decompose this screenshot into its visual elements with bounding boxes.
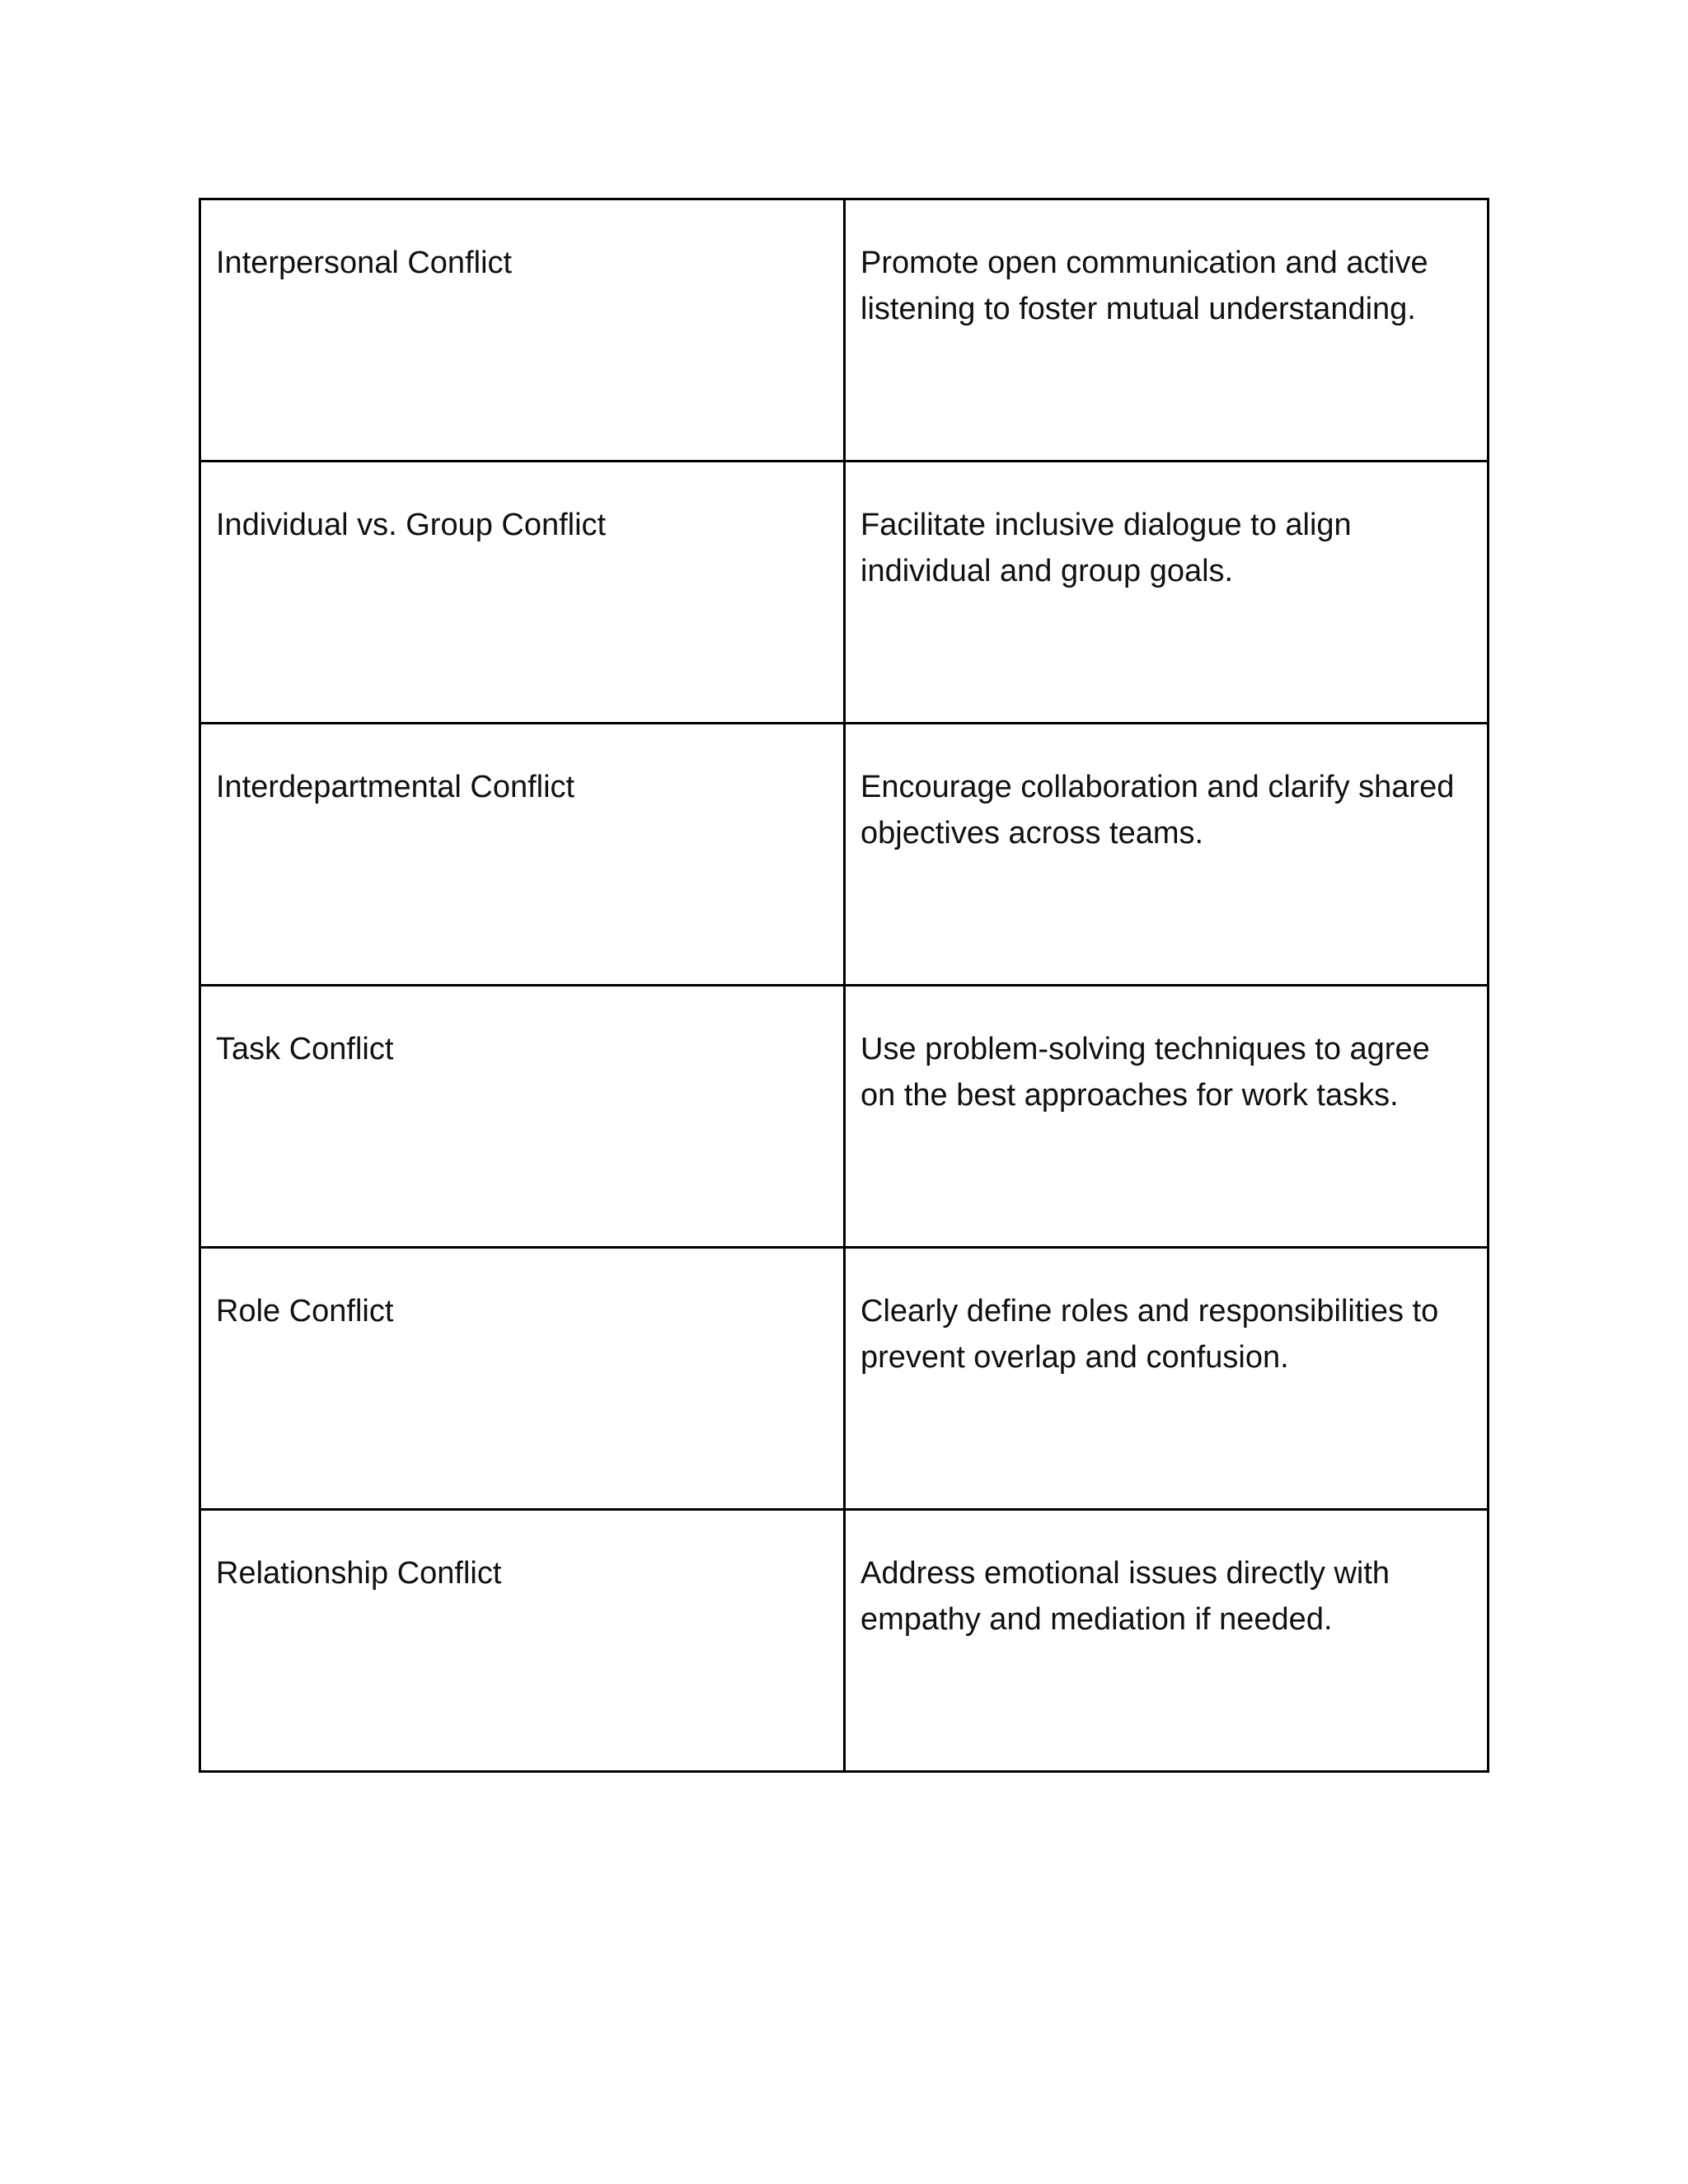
strategy-cell: Address emotional issues directly with empathy and mediation if needed.: [845, 1510, 1489, 1772]
strategy-cell: Use problem-solving techniques to agree on the best approaches for work tasks.: [845, 986, 1489, 1248]
strategy-cell: Encourage collaboration and clarify shared objectives across teams.: [845, 724, 1489, 986]
conflict-type-cell: Interpersonal Conflict: [200, 199, 845, 462]
table-row: [200, 462, 1489, 724]
strategy-cell: Facilitate inclusive dialogue to align individual and group goals.: [845, 462, 1489, 724]
strategy-cell: Promote open communication and active listening to foster mutual understanding.: [845, 199, 1489, 462]
conflict-type-cell: Task Conflict: [200, 986, 845, 1248]
conflict-type-cell: Individual vs. Group Conflict: [200, 462, 845, 724]
table-row: [200, 986, 1489, 1248]
table-row: [200, 1510, 1489, 1772]
conflict-type-cell: Role Conflict: [200, 1248, 845, 1510]
conflict-type-cell: Relationship Conflict: [200, 1510, 845, 1772]
table-row: [200, 199, 1489, 462]
strategy-cell: Clearly define roles and responsibilities to prevent overlap and confusion.: [845, 1248, 1489, 1510]
conflict-type-cell: Interdepartmental Conflict: [200, 724, 845, 986]
table-row: [200, 1248, 1489, 1510]
table-row: [200, 724, 1489, 986]
conflict-table: [199, 198, 1489, 1773]
